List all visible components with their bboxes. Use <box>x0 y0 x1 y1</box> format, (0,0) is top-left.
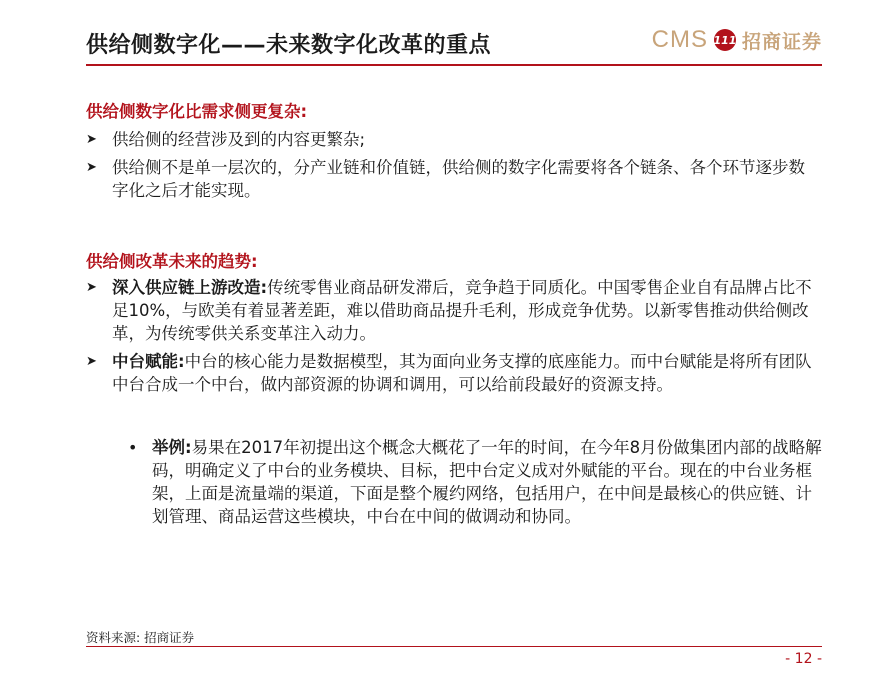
page-title: 供给侧数字化——未来数字化改革的重点 <box>86 33 492 58</box>
footer-divider <box>86 646 822 647</box>
example-list <box>128 436 828 528</box>
list-item <box>86 156 821 202</box>
section1-list <box>86 128 821 207</box>
arrow-bullet-icon: ➤ <box>86 280 97 295</box>
list-item <box>86 276 821 345</box>
list-item-text: 供给侧的经营涉及到的内容更繁杂; <box>112 130 366 149</box>
title-divider <box>86 64 822 66</box>
arrow-bullet-icon: ➤ <box>86 354 97 369</box>
source-note: 资料来源: 招商证券 <box>86 630 195 645</box>
list-item-text: 传统零售业商品研发滞后，竞争趋于同质化。中国零售企业自有品牌占比不足10%，与欧美有着显著差距，难以借助商品提升毛利，形成竞争优势。以新零售推动供给侧改革，为传统零供关系变革注入动力。 <box>112 278 812 343</box>
logo-badge-icon: 111 <box>714 29 736 51</box>
company-logo <box>652 26 822 54</box>
list-item <box>128 436 828 528</box>
list-item-bold: 深入供应链上游改造: <box>112 278 268 297</box>
list-item <box>86 128 821 151</box>
page-number: - 12 - <box>785 651 822 667</box>
section2-list <box>86 276 821 401</box>
list-item-text: 中台的核心能力是数据模型，其为面向业务支撑的底座能力。而中台赋能是将所有团队中台合成一个中台，做内部资源的协调和调用，可以给前段最好的资源支持。 <box>112 352 812 394</box>
example-text: 易果在2017年初提出这个概念大概花了一年的时间，在今年8月份做集团内部的战略解码，明确定义了中台的业务模块、目标，把中台定义成对外赋能的平台。现在的中台业务框架，上面是流量端的渠道，下面是整个履约网络，包括用户，在中间是最核心的供应链、计划管理、商品运营这些模块，中台在中间的做调动和协同。 <box>152 438 822 526</box>
logo-cn-text: 招商证券 <box>741 30 822 53</box>
section2-heading: 供给侧改革未来的趋势: <box>86 252 258 271</box>
arrow-bullet-icon: ➤ <box>86 132 97 147</box>
section1-heading: 供给侧数字化比需求侧更复杂: <box>86 102 308 121</box>
list-item <box>86 350 821 396</box>
dot-bullet-icon: • <box>128 438 138 457</box>
example-bold: 举例: <box>152 438 192 457</box>
list-item-text: 供给侧不是单一层次的，分产业链和价值链，供给侧的数字化需要将各个链条、各个环节逐步数字化之后才能实现。 <box>112 158 805 200</box>
logo-text: CMS <box>651 26 708 53</box>
arrow-bullet-icon: ➤ <box>86 160 97 175</box>
list-item-bold: 中台赋能: <box>112 352 185 371</box>
